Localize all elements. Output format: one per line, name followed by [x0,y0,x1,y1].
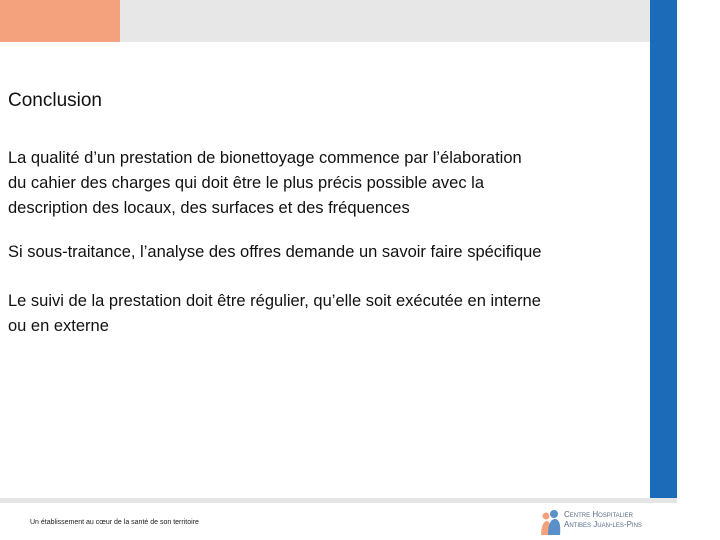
hospital-logo-icon [538,508,562,536]
footer-tagline: Un établissement au cœur de la santé de son territoire [30,519,199,526]
logo-line-2: Antibes Juan-les-Pins [564,520,642,529]
paragraph-subcontracting [8,240,542,265]
paragraph-follow-up [8,289,541,339]
paragraph-line: Si sous-traitance, l’analyse des offres demande un savoir faire spécifique [8,243,542,261]
paragraph-specifications [8,146,522,221]
paragraph-line: du cahier des charges qui doit être le plus précis possible avec la [8,174,485,192]
footer-divider [0,498,677,503]
hospital-logo [538,508,678,536]
header-accent-block [0,0,120,42]
right-blue-stripe [650,0,677,498]
logo-line-1: Centre Hospitalier [564,510,634,519]
paragraph-line: La qualité d’un prestation de bionettoyage commence par l’élaboration [8,149,522,167]
right-margin [677,0,720,540]
slide-title: Conclusion [8,90,102,111]
paragraph-line: Le suivi de la prestation doit être régulier, qu’elle soit exécutée en interne [8,292,541,310]
paragraph-line: ou en externe [8,317,109,335]
logo-text [564,510,642,530]
paragraph-line: description des locaux, des surfaces et des fréquences [8,199,410,217]
